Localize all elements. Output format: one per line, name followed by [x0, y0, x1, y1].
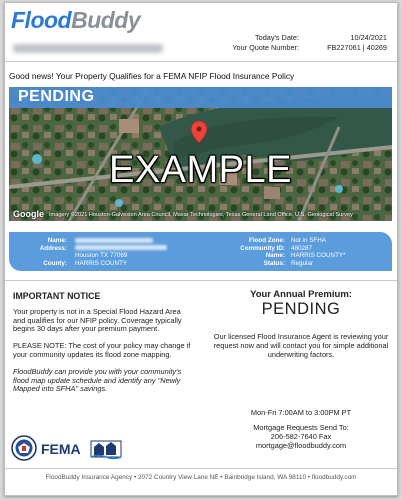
notice-title: IMPORTANT NOTICE: [13, 291, 101, 301]
notice-paragraph-1: Your property is not in a Special Flood Hazard Area and qualifies for our NFIP policy. Coverage typically begins 30 days after your premium payment.: [13, 306, 182, 334]
divider: [5, 468, 397, 469]
fema-wordmark: FEMA: [41, 441, 81, 457]
premium-value: PENDING: [261, 300, 341, 318]
google-logo: Google: [13, 209, 44, 219]
divider: [5, 61, 397, 62]
divider: [5, 280, 397, 281]
fax-number: 206-582-7640 Fax: [270, 432, 332, 441]
community-labels: [205, 237, 285, 267]
quote-document: [4, 2, 398, 496]
quote-meta: [219, 33, 387, 53]
satellite-map: [9, 87, 392, 221]
mortgage-email-link[interactable]: mortgage@floodbuddy.com: [255, 441, 347, 450]
community-id-value: 480287: [291, 244, 313, 252]
address-line-2-label: [15, 252, 67, 260]
footer-address: FloodBuddy Insurance Agency • 2072 Country View Lane NE • Bainbridge Island, WA 98110 • floodbuddy.com: [45, 474, 357, 481]
city-value: Houston TX 77069: [75, 252, 128, 260]
status-label: Status:: [263, 259, 285, 267]
quote-number-label: Your Quote Number:: [232, 43, 299, 52]
name-value-redacted: [75, 237, 205, 245]
todays-date-value: 10/24/2021: [350, 33, 387, 42]
business-hours: Mon-Fri 7:00AM to 3:00PM PT: [250, 408, 352, 417]
example-watermark: EXAMPLE: [108, 149, 293, 191]
logo-buddy-text: Buddy: [71, 7, 141, 33]
status-banner: [9, 87, 392, 108]
floodbuddy-logo: [11, 6, 140, 34]
dhs-seal-icon: [12, 436, 36, 460]
premium-title: Your Annual Premium:: [250, 289, 352, 300]
annual-premium-section: [211, 289, 391, 450]
todays-date-label: Today's Date:: [255, 33, 299, 42]
county-label: County:: [43, 259, 67, 267]
community-name-value: HARRIS COUNTY*: [291, 252, 346, 260]
agent-message: Our licensed Flood Insurance Agent is reviewing your request now and will contact you for simple additional underwriting factors.: [213, 332, 389, 359]
mortgage-requests: [211, 423, 391, 450]
name-label: Name:: [47, 237, 67, 244]
address-value-redacted: [75, 245, 205, 253]
property-info-panel: [9, 232, 392, 271]
mortgage-label: Mortgage Requests Send To:: [253, 423, 349, 432]
qualification-headline: Good news! Your Property Qualifies for a FEMA NFIP Flood Insurance Policy: [9, 71, 295, 81]
flood-zone-label: Flood Zone:: [248, 237, 285, 244]
notice-paragraph-2: PLEASE NOTE: The cost of your policy may change if your community updates its flood zone mapping.: [13, 341, 191, 359]
notice-paragraph-3: FloodBuddy can provide you with your community's flood map update schedule and identify any "Newly Mapped into SFHA" savings.: [13, 366, 182, 394]
partner-logos: [11, 435, 141, 465]
community-name-label: Name:: [265, 252, 285, 260]
important-notice: [13, 292, 191, 402]
fema-logo: [11, 435, 141, 465]
logo-flood-text: Flood: [11, 7, 72, 33]
nfip-logo-icon: [91, 441, 121, 459]
address-label: Address:: [39, 244, 67, 252]
flood-zone-value: Not in SFHA: [291, 237, 326, 244]
status-banner-text: PENDING: [18, 88, 95, 105]
community-id-label: Community ID:: [240, 244, 285, 252]
county-value: HARRIS COUNTY: [75, 259, 128, 267]
community-values: [291, 237, 386, 267]
property-values: [75, 237, 205, 267]
status-value: Regular: [291, 259, 314, 267]
quote-number-value: FB227061 | 40269: [327, 43, 387, 52]
property-labels: [15, 237, 67, 267]
redacted-property-address: [13, 44, 163, 53]
map-attribution: Imagery ©2021 Houston-Galveston Area Council, Maxar Technologies, Texas General Land Office, U.S. Geological Survey: [49, 212, 353, 218]
